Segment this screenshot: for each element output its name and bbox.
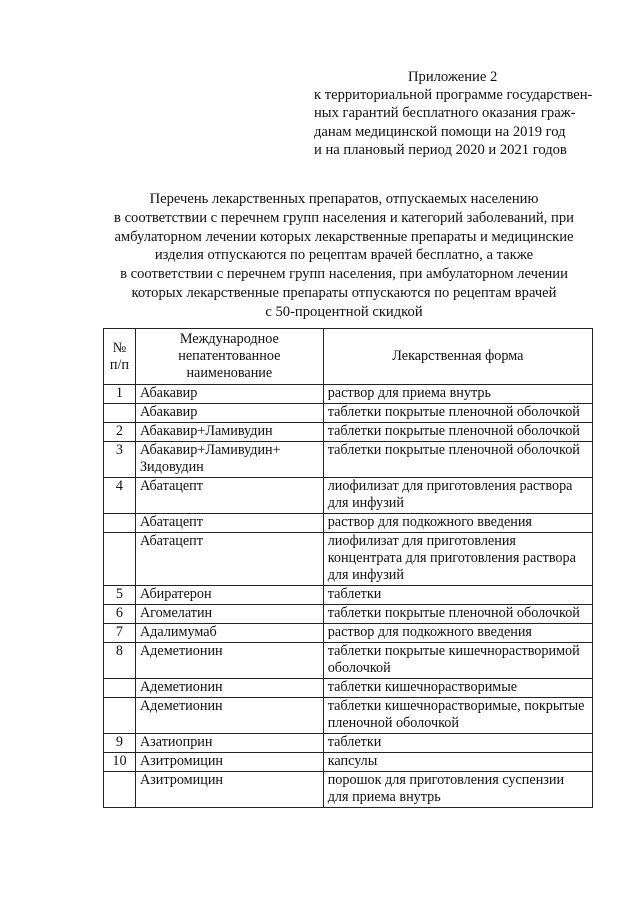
cell-num: 10: [104, 753, 136, 772]
heading-line: с 50-процентной скидкой: [265, 303, 423, 320]
cell-name: Абакавир: [135, 385, 323, 404]
table-row: [104, 772, 593, 808]
cell-form: лиофилизат для приготовления раствора для инфузий: [323, 478, 592, 514]
cell-name: Абакавир+Ламивудин: [135, 423, 323, 442]
appendix-line: к территориальной программе государствен-: [314, 87, 593, 104]
cell-form: лиофилизат для приготовления концентрата для приготовления раствора для инфузий: [323, 533, 592, 586]
cell-num: [104, 514, 136, 533]
cell-num: [104, 404, 136, 423]
cell-form: порошок для приготовления суспензии для приема внутрь: [323, 772, 592, 808]
cell-name: Адеметионин: [135, 643, 323, 679]
cell-name: Абатацепт: [135, 478, 323, 514]
cell-num: 3: [104, 442, 136, 478]
heading-line: изделия отпускаются по рецептам врачей бесплатно, а также: [154, 247, 534, 264]
table-row: [104, 679, 593, 698]
appendix-line: данам медицинской помощи на 2019 год: [314, 123, 566, 140]
table-row: [104, 734, 593, 753]
cell-name: Абатацепт: [135, 533, 323, 586]
cell-num: 6: [104, 605, 136, 624]
table-row: [104, 586, 593, 605]
table-row: [104, 533, 593, 586]
cell-form: таблетки кишечнорастворимые, покрытые пленочной оболочкой: [323, 698, 592, 734]
cell-name: Азатиоприн: [135, 734, 323, 753]
cell-num: 7: [104, 624, 136, 643]
table-row: [104, 385, 593, 404]
cell-form: таблетки покрытые пленочной оболочкой: [323, 404, 592, 423]
heading-line: амбулаторном лечении которых лекарственные препараты и медицинские: [114, 228, 574, 245]
appendix-title: Приложение 2: [408, 69, 498, 85]
cell-form: таблетки покрытые пленочной оболочкой: [323, 605, 592, 624]
cell-num: 8: [104, 643, 136, 679]
cell-num: 9: [104, 734, 136, 753]
cell-num: 5: [104, 586, 136, 605]
cell-name: Адалимумаб: [135, 624, 323, 643]
cell-name: Агомелатин: [135, 605, 323, 624]
table-row: [104, 753, 593, 772]
cell-form: капсулы: [323, 753, 592, 772]
appendix-line: и на плановый период 2020 и 2021 годов: [314, 141, 567, 158]
header-form: Лекарственная форма: [323, 329, 592, 385]
drug-table: [103, 328, 593, 808]
table-row: [104, 698, 593, 734]
cell-form: раствор для приема внутрь: [323, 385, 592, 404]
cell-name: Азитромицин: [135, 772, 323, 808]
cell-name: Адеметионин: [135, 698, 323, 734]
table-row: [104, 442, 593, 478]
table-header-row: [104, 329, 593, 385]
cell-num: 4: [104, 478, 136, 514]
cell-form: таблетки покрытые пленочной оболочкой: [323, 423, 592, 442]
heading-line: Перечень лекарственных препаратов, отпускаемых населению: [149, 191, 539, 207]
cell-form: раствор для подкожного введения: [323, 624, 592, 643]
table-row: [104, 478, 593, 514]
heading-line: в соответствии с перечнем групп населения и категорий заболеваний, при: [114, 209, 574, 226]
cell-num: 2: [104, 423, 136, 442]
cell-name: Абакавир+Ламивудин+ Зидовудин: [135, 442, 323, 478]
cell-num: [104, 698, 136, 734]
cell-form: таблетки кишечнорастворимые: [323, 679, 592, 698]
heading-line: которых лекарственные препараты отпускаются по рецептам врачей: [131, 284, 557, 301]
cell-name: Адеметионин: [135, 679, 323, 698]
table-row: [104, 624, 593, 643]
table-row: [104, 643, 593, 679]
heading-line: в соответствии с перечнем групп населения, при амбулаторном лечении: [120, 266, 568, 283]
table-row: [104, 514, 593, 533]
appendix-block: [314, 68, 614, 159]
cell-name: Абиратерон: [135, 586, 323, 605]
cell-form: таблетки: [323, 586, 592, 605]
document-heading: [96, 190, 592, 322]
cell-form: таблетки покрытые пленочной оболочкой: [323, 442, 592, 478]
table-body: [104, 385, 593, 808]
cell-num: [104, 772, 136, 808]
cell-num: [104, 533, 136, 586]
cell-form: таблетки: [323, 734, 592, 753]
cell-name: Абатацепт: [135, 514, 323, 533]
table-row: [104, 404, 593, 423]
cell-form: таблетки покрытые кишечнорастворимой оболочкой: [323, 643, 592, 679]
cell-num: 1: [104, 385, 136, 404]
header-name: Международное непатентованное наименование: [135, 329, 323, 385]
cell-form: раствор для подкожного введения: [323, 514, 592, 533]
cell-name: Азитромицин: [135, 753, 323, 772]
cell-name: Абакавир: [135, 404, 323, 423]
appendix-line: ных гарантий бесплатного оказания граж-: [314, 105, 576, 122]
cell-num: [104, 679, 136, 698]
table-row: [104, 605, 593, 624]
header-num: № п/п: [104, 329, 136, 385]
table-row: [104, 423, 593, 442]
